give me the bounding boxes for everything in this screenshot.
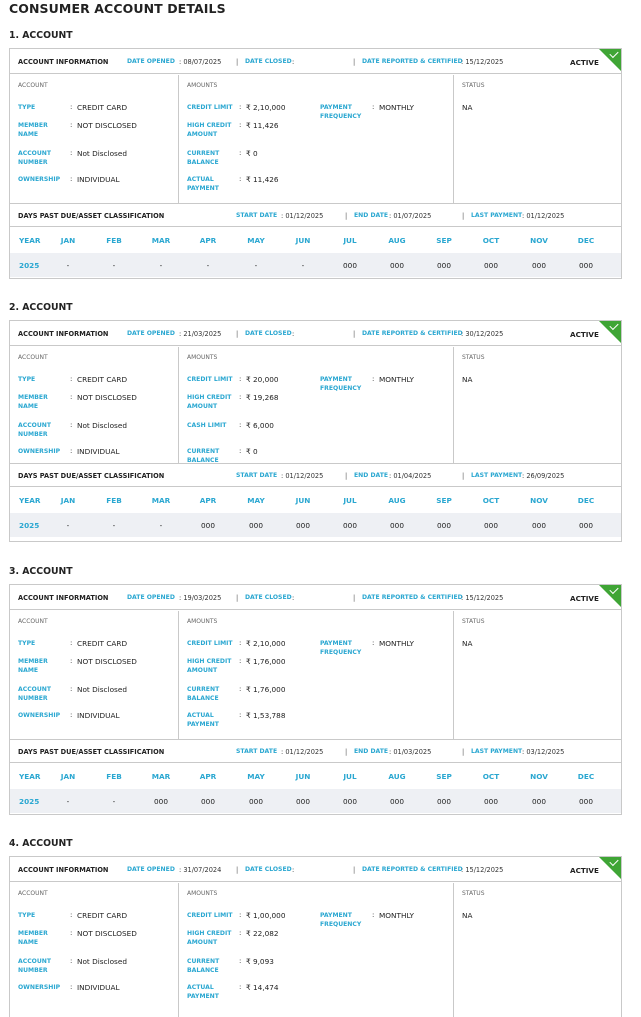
- colon: :: [239, 421, 242, 429]
- account-heading: 1. ACCOUNT: [9, 30, 73, 41]
- month-header: FEB: [106, 772, 122, 781]
- colon: :: [70, 175, 73, 183]
- history-cell: 000: [484, 521, 498, 530]
- dpd-title: DAYS PAST DUE/ASSET CLASSIFICATION: [18, 212, 165, 220]
- dpd-bar: [10, 463, 621, 487]
- account-heading: 2. ACCOUNT: [9, 302, 73, 313]
- history-cell: -: [301, 261, 305, 270]
- type-label: TYPE: [18, 912, 36, 919]
- history-cell: 000: [390, 261, 404, 270]
- end-date-value: : 01/03/2025: [389, 748, 432, 756]
- history-cell: 000: [154, 797, 168, 806]
- account-info-bar: [10, 585, 621, 610]
- start-date-value: : 01/12/2025: [281, 472, 324, 480]
- dpd-bar: [10, 739, 621, 763]
- account-info-bar: [10, 321, 621, 346]
- last-payment-label: LAST PAYMENT: [471, 472, 523, 479]
- colon: :: [239, 447, 242, 455]
- colon: :: [70, 711, 73, 719]
- date-reported-label: DATE REPORTED & CERTIFIED: [362, 330, 463, 337]
- end-date-value: : 01/04/2025: [389, 472, 432, 480]
- history-cell: 000: [532, 521, 546, 530]
- month-header: SEP: [436, 772, 452, 781]
- colon: :: [70, 103, 73, 111]
- colon: :: [239, 657, 242, 665]
- account-info-title: ACCOUNT INFORMATION: [18, 58, 109, 66]
- date-reported-value: : 30/12/2025: [461, 330, 504, 338]
- history-cell: 000: [249, 797, 263, 806]
- history-cell: -: [112, 797, 116, 806]
- colon: :: [70, 447, 73, 455]
- account-number-value: Not Disclosed: [77, 421, 127, 430]
- last-payment-value: : 26/09/2025: [522, 472, 565, 480]
- colon: :: [70, 957, 73, 965]
- account-number-value: Not Disclosed: [77, 685, 127, 694]
- amount-value: ₹ 1,76,000: [246, 685, 286, 694]
- month-header: NOV: [530, 236, 548, 245]
- payment-frequency-value: MONTHLY: [379, 375, 414, 384]
- amount-label: ACTUAL PAYMENT: [187, 984, 219, 1000]
- colon: :: [239, 983, 242, 991]
- history-row: [10, 789, 621, 813]
- history-cell: -: [66, 797, 70, 806]
- account-info-bar: [10, 857, 621, 882]
- amount-label: HIGH CREDIT AMOUNT: [187, 122, 232, 138]
- amount-value: ₹ 0: [246, 149, 258, 158]
- history-cell: 000: [296, 521, 310, 530]
- type-value: CREDIT CARD: [77, 103, 128, 112]
- account-section-label: ACCOUNT: [18, 618, 48, 625]
- amount-value: ₹ 2,10,000: [246, 639, 286, 648]
- amount-value: ₹ 14,474: [246, 983, 279, 992]
- account-section-label: ACCOUNT: [18, 354, 48, 361]
- start-date-label: START DATE: [236, 212, 278, 219]
- ownership-value: INDIVIDUAL: [77, 983, 120, 992]
- account-info-title: ACCOUNT INFORMATION: [18, 594, 109, 602]
- month-header: APR: [199, 236, 217, 245]
- history-cell: 000: [201, 797, 215, 806]
- colon: :: [70, 983, 73, 991]
- colon: :: [239, 929, 242, 937]
- history-cell: 000: [437, 797, 451, 806]
- colon: :: [70, 911, 73, 919]
- month-header: DEC: [577, 772, 595, 781]
- date-closed-value: :: [292, 58, 295, 66]
- history-cell: 000: [532, 261, 546, 270]
- history-year: 2025: [19, 261, 40, 270]
- history-cell: -: [254, 261, 258, 270]
- history-cell: 000: [296, 797, 310, 806]
- amount-label: CURRENT BALANCE: [187, 150, 220, 166]
- amounts-section-label: AMOUNTS: [187, 618, 218, 625]
- date-reported-value: : 15/12/2025: [461, 58, 504, 66]
- date-closed-label: DATE CLOSED: [245, 594, 292, 601]
- dpd-bar: [10, 203, 621, 227]
- amount-label: CREDIT LIMIT: [187, 640, 233, 647]
- colon: :: [372, 639, 375, 647]
- months-header-row: [10, 228, 621, 252]
- account-number-value: Not Disclosed: [77, 149, 127, 158]
- month-header: OCT: [482, 772, 500, 781]
- start-date-label: START DATE: [236, 748, 278, 755]
- separator: |: [462, 212, 465, 220]
- month-header: APR: [199, 772, 217, 781]
- amount-value: ₹ 9,093: [246, 957, 274, 966]
- account-number-label: ACCOUNT NUMBER: [18, 150, 52, 166]
- type-label: TYPE: [18, 376, 36, 383]
- month-header: MAR: [151, 772, 171, 781]
- separator: |: [236, 58, 239, 66]
- colon: :: [70, 657, 73, 665]
- colon: :: [239, 103, 242, 111]
- amount-label: CURRENT BALANCE: [187, 448, 220, 464]
- account-card: [9, 856, 622, 1017]
- colon: :: [239, 149, 242, 157]
- month-header: AUG: [388, 772, 406, 781]
- separator: |: [236, 330, 239, 338]
- colon: :: [239, 121, 242, 129]
- colon: :: [239, 175, 242, 183]
- status-section-label: STATUS: [462, 354, 485, 361]
- member-name-value: NOT DISCLOSED: [77, 393, 137, 402]
- month-header: NOV: [530, 772, 548, 781]
- separator: |: [462, 748, 465, 756]
- account-number-label: ACCOUNT NUMBER: [18, 686, 52, 702]
- amount-value: ₹ 1,00,000: [246, 911, 286, 920]
- ownership-label: OWNERSHIP: [18, 448, 61, 455]
- date-reported-label: DATE REPORTED & CERTIFIED: [362, 866, 463, 873]
- start-date-value: : 01/12/2025: [281, 748, 324, 756]
- status-badge: ACTIVE: [570, 58, 599, 67]
- amounts-section-label: AMOUNTS: [187, 82, 218, 89]
- month-header: JUN: [295, 236, 311, 245]
- history-year: 2025: [19, 521, 40, 530]
- member-name-value: NOT DISCLOSED: [77, 121, 137, 130]
- status-value: NA: [462, 911, 473, 920]
- account-info-bar: [10, 49, 621, 74]
- ownership-value: INDIVIDUAL: [77, 711, 120, 720]
- date-closed-value: :: [292, 594, 295, 602]
- account-card: [9, 584, 622, 815]
- separator: |: [353, 866, 356, 874]
- column-divider: [453, 75, 454, 203]
- status-section-label: STATUS: [462, 618, 485, 625]
- amount-value: ₹ 1,76,000: [246, 657, 286, 666]
- column-divider: [178, 611, 179, 739]
- history-cell: -: [66, 261, 70, 270]
- dpd-title: DAYS PAST DUE/ASSET CLASSIFICATION: [18, 472, 165, 480]
- month-header: AUG: [388, 496, 406, 505]
- member-name-label: MEMBER NAME: [18, 658, 48, 674]
- status-value: NA: [462, 375, 473, 384]
- end-date-value: : 01/07/2025: [389, 212, 432, 220]
- date-opened-label: DATE OPENED: [127, 330, 175, 337]
- account-info-title: ACCOUNT INFORMATION: [18, 330, 109, 338]
- history-cell: 000: [579, 521, 593, 530]
- month-header: MAR: [151, 236, 171, 245]
- separator: |: [353, 330, 356, 338]
- payment-frequency-label: PAYMENT FREQUENCY: [320, 640, 362, 656]
- ownership-label: OWNERSHIP: [18, 984, 61, 991]
- date-opened-value: : 08/07/2025: [179, 58, 222, 66]
- history-cell: 000: [484, 261, 498, 270]
- start-date-value: : 01/12/2025: [281, 212, 324, 220]
- history-cell: 000: [201, 521, 215, 530]
- colon: :: [70, 393, 73, 401]
- amounts-section-label: AMOUNTS: [187, 354, 218, 361]
- month-header: SEP: [436, 236, 452, 245]
- amount-label: ACTUAL PAYMENT: [187, 712, 219, 728]
- month-header: FEB: [106, 236, 122, 245]
- account-number-label: ACCOUNT NUMBER: [18, 958, 52, 974]
- member-name-label: MEMBER NAME: [18, 394, 48, 410]
- amount-label: HIGH CREDIT AMOUNT: [187, 394, 232, 410]
- amount-value: ₹ 2,10,000: [246, 103, 286, 112]
- months-header-row: [10, 764, 621, 788]
- amounts-section-label: AMOUNTS: [187, 890, 218, 897]
- colon: :: [70, 421, 73, 429]
- history-cell: -: [159, 521, 163, 530]
- colon: :: [70, 121, 73, 129]
- history-cell: 000: [343, 261, 357, 270]
- history-cell: -: [112, 521, 116, 530]
- column-divider: [178, 347, 179, 463]
- column-divider: [453, 611, 454, 739]
- date-reported-label: DATE REPORTED & CERTIFIED: [362, 58, 463, 65]
- amount-label: ACTUAL PAYMENT: [187, 176, 219, 192]
- month-header: DEC: [577, 496, 595, 505]
- history-cell: 000: [532, 797, 546, 806]
- amount-label: CREDIT LIMIT: [187, 376, 233, 383]
- end-date-label: END DATE: [354, 472, 389, 479]
- colon: :: [372, 103, 375, 111]
- member-name-value: NOT DISCLOSED: [77, 929, 137, 938]
- month-header: YEAR: [19, 236, 41, 245]
- payment-frequency-value: MONTHLY: [379, 639, 414, 648]
- date-closed-value: :: [292, 866, 295, 874]
- date-closed-label: DATE CLOSED: [245, 330, 292, 337]
- amount-label: CREDIT LIMIT: [187, 104, 233, 111]
- account-section-label: ACCOUNT: [18, 82, 48, 89]
- colon: :: [372, 911, 375, 919]
- account-card: [9, 320, 622, 542]
- month-header: JUL: [343, 236, 357, 245]
- month-header: JUN: [295, 496, 311, 505]
- account-heading: 3. ACCOUNT: [9, 566, 73, 577]
- status-badge: ACTIVE: [570, 330, 599, 339]
- date-opened-label: DATE OPENED: [127, 58, 175, 65]
- date-reported-value: : 15/12/2025: [461, 594, 504, 602]
- type-label: TYPE: [18, 640, 36, 647]
- colon: :: [70, 929, 73, 937]
- history-cell: 000: [249, 521, 263, 530]
- month-header: OCT: [482, 236, 500, 245]
- payment-frequency-label: PAYMENT FREQUENCY: [320, 912, 362, 928]
- type-value: CREDIT CARD: [77, 375, 128, 384]
- history-cell: -: [206, 261, 210, 270]
- amount-label: HIGH CREDIT AMOUNT: [187, 930, 232, 946]
- last-payment-label: LAST PAYMENT: [471, 212, 523, 219]
- account-section-label: ACCOUNT: [18, 890, 48, 897]
- month-header: MAY: [247, 236, 265, 245]
- date-closed-label: DATE CLOSED: [245, 58, 292, 65]
- colon: :: [372, 375, 375, 383]
- dpd-title: DAYS PAST DUE/ASSET CLASSIFICATION: [18, 748, 165, 756]
- amount-value: ₹ 11,426: [246, 175, 279, 184]
- account-card: [9, 48, 622, 279]
- account-heading: 4. ACCOUNT: [9, 838, 73, 849]
- month-header: MAR: [151, 496, 171, 505]
- date-closed-label: DATE CLOSED: [245, 866, 292, 873]
- separator: |: [236, 594, 239, 602]
- ownership-value: INDIVIDUAL: [77, 447, 120, 456]
- months-header-row: [10, 488, 621, 512]
- history-cell: -: [159, 261, 163, 270]
- month-header: NOV: [530, 496, 548, 505]
- page-title: CONSUMER ACCOUNT DETAILS: [9, 1, 226, 16]
- amount-value: ₹ 19,268: [246, 393, 279, 402]
- colon: :: [239, 639, 242, 647]
- separator: |: [236, 866, 239, 874]
- history-year: 2025: [19, 797, 40, 806]
- end-date-label: END DATE: [354, 748, 389, 755]
- date-closed-value: :: [292, 330, 295, 338]
- month-header: JUL: [343, 496, 357, 505]
- separator: |: [345, 212, 348, 220]
- payment-frequency-value: MONTHLY: [379, 911, 414, 920]
- separator: |: [353, 58, 356, 66]
- month-header: YEAR: [19, 772, 41, 781]
- history-cell: 000: [343, 797, 357, 806]
- month-header: JUN: [295, 772, 311, 781]
- month-header: JAN: [60, 236, 76, 245]
- colon: :: [239, 375, 242, 383]
- amount-label: CURRENT BALANCE: [187, 958, 220, 974]
- colon: :: [239, 393, 242, 401]
- history-cell: -: [66, 521, 70, 530]
- column-divider: [453, 883, 454, 1017]
- history-cell: 000: [437, 521, 451, 530]
- history-cell: 000: [390, 797, 404, 806]
- separator: |: [353, 594, 356, 602]
- month-header: YEAR: [19, 496, 41, 505]
- colon: :: [239, 957, 242, 965]
- colon: :: [70, 685, 73, 693]
- history-cell: 000: [437, 261, 451, 270]
- history-cell: -: [112, 261, 116, 270]
- colon: :: [239, 911, 242, 919]
- history-cell: 000: [390, 521, 404, 530]
- date-opened-value: : 19/03/2025: [179, 594, 222, 602]
- date-reported-value: : 15/12/2025: [461, 866, 504, 874]
- history-row: [10, 513, 621, 537]
- type-value: CREDIT CARD: [77, 911, 128, 920]
- ownership-label: OWNERSHIP: [18, 176, 61, 183]
- colon: :: [70, 149, 73, 157]
- member-name-label: MEMBER NAME: [18, 930, 48, 946]
- separator: |: [345, 472, 348, 480]
- status-value: NA: [462, 639, 473, 648]
- amount-value: ₹ 11,426: [246, 121, 279, 130]
- status-section-label: STATUS: [462, 890, 485, 897]
- month-header: DEC: [577, 236, 595, 245]
- month-header: MAY: [247, 772, 265, 781]
- amount-value: ₹ 0: [246, 447, 258, 456]
- member-name-value: NOT DISCLOSED: [77, 657, 137, 666]
- date-opened-value: : 31/07/2024: [179, 866, 222, 874]
- payment-frequency-label: PAYMENT FREQUENCY: [320, 104, 362, 120]
- date-opened-value: : 21/03/2025: [179, 330, 222, 338]
- amount-label: CASH LIMIT: [187, 422, 227, 429]
- colon: :: [239, 711, 242, 719]
- month-header: SEP: [436, 496, 452, 505]
- ownership-label: OWNERSHIP: [18, 712, 61, 719]
- amount-label: CREDIT LIMIT: [187, 912, 233, 919]
- month-header: MAY: [247, 496, 265, 505]
- amount-label: HIGH CREDIT AMOUNT: [187, 658, 232, 674]
- history-cell: 000: [579, 261, 593, 270]
- column-divider: [453, 347, 454, 463]
- start-date-label: START DATE: [236, 472, 278, 479]
- payment-frequency-label: PAYMENT FREQUENCY: [320, 376, 362, 392]
- separator: |: [345, 748, 348, 756]
- last-payment-label: LAST PAYMENT: [471, 748, 523, 755]
- account-number-value: Not Disclosed: [77, 957, 127, 966]
- column-divider: [178, 75, 179, 203]
- history-cell: 000: [579, 797, 593, 806]
- month-header: JUL: [343, 772, 357, 781]
- month-header: APR: [199, 496, 217, 505]
- account-number-label: ACCOUNT NUMBER: [18, 422, 52, 438]
- amount-label: CURRENT BALANCE: [187, 686, 220, 702]
- type-label: TYPE: [18, 104, 36, 111]
- month-header: JAN: [60, 772, 76, 781]
- type-value: CREDIT CARD: [77, 639, 128, 648]
- colon: :: [70, 375, 73, 383]
- date-opened-label: DATE OPENED: [127, 866, 175, 873]
- month-header: OCT: [482, 496, 500, 505]
- member-name-label: MEMBER NAME: [18, 122, 48, 138]
- separator: |: [462, 472, 465, 480]
- status-section-label: STATUS: [462, 82, 485, 89]
- end-date-label: END DATE: [354, 212, 389, 219]
- date-reported-label: DATE REPORTED & CERTIFIED: [362, 594, 463, 601]
- history-cell: 000: [343, 521, 357, 530]
- amount-value: ₹ 22,082: [246, 929, 279, 938]
- colon: :: [239, 685, 242, 693]
- payment-frequency-value: MONTHLY: [379, 103, 414, 112]
- date-opened-label: DATE OPENED: [127, 594, 175, 601]
- month-header: FEB: [106, 496, 122, 505]
- colon: :: [70, 639, 73, 647]
- last-payment-value: : 03/12/2025: [522, 748, 565, 756]
- amount-value: ₹ 20,000: [246, 375, 279, 384]
- column-divider: [178, 883, 179, 1017]
- amount-value: ₹ 1,53,788: [246, 711, 286, 720]
- status-value: NA: [462, 103, 473, 112]
- status-badge: ACTIVE: [570, 594, 599, 603]
- account-info-title: ACCOUNT INFORMATION: [18, 866, 109, 874]
- month-header: AUG: [388, 236, 406, 245]
- month-header: JAN: [60, 496, 76, 505]
- last-payment-value: : 01/12/2025: [522, 212, 565, 220]
- status-badge: ACTIVE: [570, 866, 599, 875]
- ownership-value: INDIVIDUAL: [77, 175, 120, 184]
- history-row: [10, 253, 621, 277]
- history-cell: 000: [484, 797, 498, 806]
- amount-value: ₹ 6,000: [246, 421, 274, 430]
